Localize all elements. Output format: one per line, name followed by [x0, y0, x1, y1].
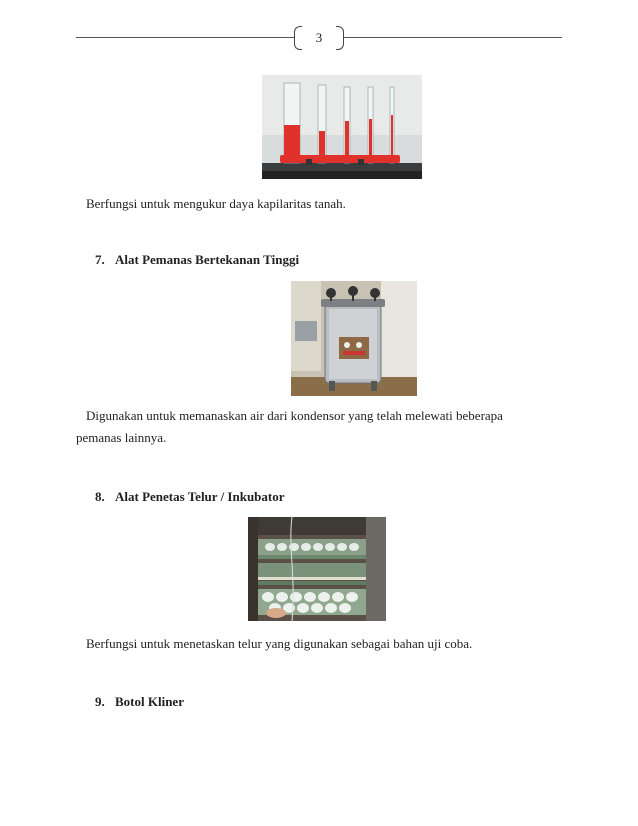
item-8-caption: Berfungsi untuk menetaskan telur yang digunakan sebagai bahan uji coba. [86, 636, 473, 651]
header-rule-left [76, 37, 294, 38]
item-7-caption-continued: pemanas lainnya. [76, 430, 167, 445]
capillary-caption: Berfungsi untuk mengukur daya kapilaritas tanah. [86, 196, 346, 211]
page-number-badge [294, 26, 344, 50]
item-8-title: Alat Penetas Telur / Inkubator [115, 489, 285, 504]
item-7-caption-line-1: Digunakan untuk memanaskan air dari kondensor yang telah melewati beberapa [86, 408, 503, 423]
item-7-heading [95, 252, 299, 268]
item-7-caption [86, 406, 562, 426]
capillary-apparatus-photo [262, 75, 422, 179]
item-8-heading [95, 489, 285, 505]
autoclave-photo [291, 281, 417, 396]
item-9-title: Botol Kliner [115, 694, 184, 709]
item-7-number: 7. [95, 252, 105, 267]
page-number: 3 [315, 30, 323, 45]
item-8-number: 8. [95, 489, 105, 504]
header-rule-right [344, 37, 562, 38]
item-9-heading [95, 694, 184, 710]
incubator-photo [248, 517, 386, 621]
item-7-title: Alat Pemanas Bertekanan Tinggi [115, 252, 300, 267]
item-9-number: 9. [95, 694, 105, 709]
